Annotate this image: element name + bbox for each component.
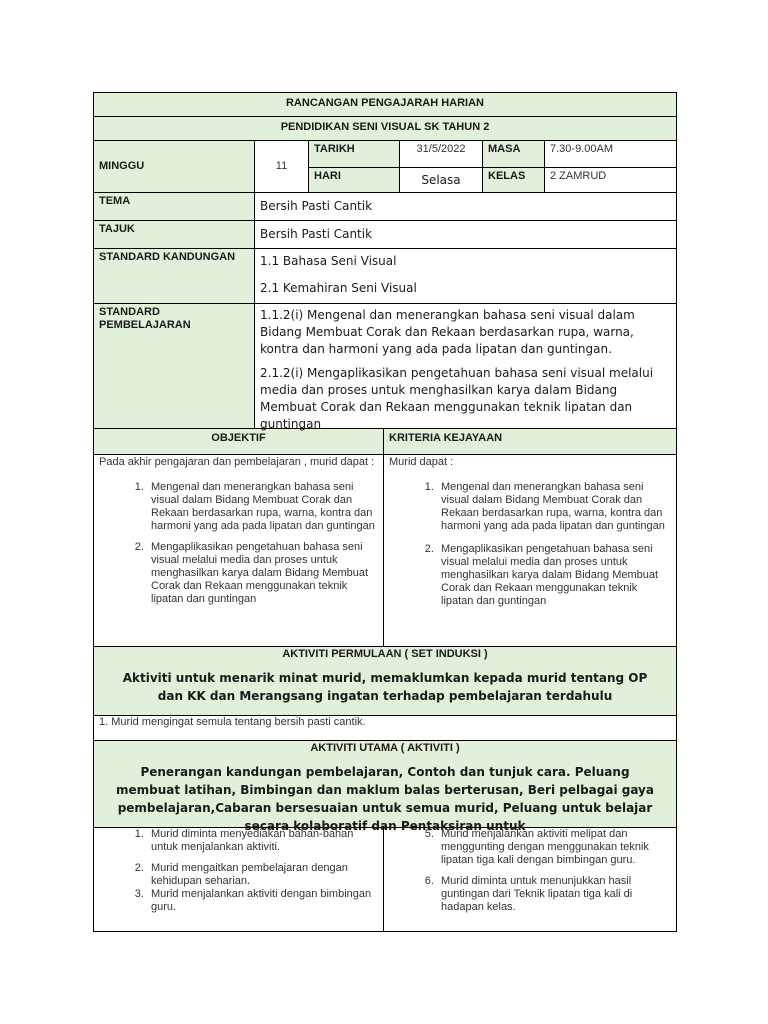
utama-row — [94, 741, 676, 833]
utama-left — [94, 828, 384, 931]
kelas-label: KELAS — [483, 168, 545, 192]
kriteria-content — [384, 455, 676, 646]
standard-pembelajaran-list — [255, 304, 676, 431]
masa-value: 7.30-9.00AM — [550, 143, 613, 155]
list-item: 1. Murid diminta menyediakan bahan-bahan untuk menjalankan aktiviti. — [147, 828, 378, 854]
objektif-intro: Pada akhir pengajaran dan pembelajaran , murid dapat : — [99, 456, 375, 468]
subject-row — [94, 117, 676, 141]
permulaan-label: AKTIVITI PERMULAAN ( SET INDUKSI ) — [282, 648, 488, 660]
standard-pembelajaran-item: 2.1.2(i) Mengaplikasikan pengetahuan bahasa seni visual melalui media dan proses untuk menghasilkan karya dalam Bidang Membuat Corak dan Rekaan menggunakan teknik lipatan dan guntingan — [260, 366, 654, 431]
tarikh-value: 31/5/2022 — [400, 141, 483, 167]
tarikh-label: TARIKH — [309, 141, 400, 167]
title-row — [94, 93, 676, 117]
standard-kandungan-item: 1.1 Bahasa Seni Visual — [260, 254, 397, 268]
list-item: 2. Murid mengaitkan pembelajaran dengan kehidupan seharian. — [147, 862, 378, 888]
list-item: 6. Murid diminta untuk menunjukkan hasil guntingan dari Teknik lipatan tiga kali di hadapan kelas. — [437, 875, 671, 914]
tema-value: Bersih Pasti Cantik — [260, 199, 373, 213]
permulaan-desc: Aktiviti untuk menarik minat murid, memaklumkan kepada murid tentang OP dan KK dan Merangsang ingatan terhadap pembelajaran terdahulu — [122, 671, 648, 703]
list-item: 3. Murid menjalankan aktiviti dengan bimbingan guru. — [147, 888, 378, 914]
standard-kandungan-label: STANDARD KANDUNGAN — [94, 249, 255, 303]
tajuk-row — [94, 221, 676, 249]
masa-label: MASA — [483, 141, 545, 167]
utama-desc: Penerangan kandungan pembelajaran, Contoh dan tunjuk cara. Peluang membuat latihan, Bimbingan dan maklum balas berterusan, Beri pelbagai gaya pembelajaran,Cabaran bersesuaian untuk semua murid, Peluang untuk belajar secara kolaboratif dan Pentaksiran untuk — [116, 765, 654, 833]
meta-row — [94, 141, 676, 193]
list-item: 1. Mengenal dan menerangkan bahasa seni visual dalam Bidang Membuat Corak dan Rekaan berdasarkan rupa, warna, kontra dan harmoni yang ada pada lipatan dan guntingan — [437, 481, 671, 533]
hari-label: HARI — [309, 168, 400, 192]
minggu-label: MINGGU — [94, 141, 255, 192]
objektif-content — [94, 455, 384, 646]
lesson-plan-table — [93, 92, 677, 932]
standard-kandungan-row — [94, 249, 676, 304]
permulaan-row — [94, 647, 676, 716]
standard-pembelajaran-label: STANDARD PEMBELAJARAN — [94, 304, 255, 428]
subject-title: PENDIDIKAN SENI VISUAL SK TAHUN 2 — [280, 121, 490, 133]
tema-label: TEMA — [94, 193, 255, 220]
minggu-value: 11 — [255, 141, 309, 192]
objektif-header-row — [94, 429, 676, 455]
kriteria-intro: Murid dapat : — [389, 456, 454, 468]
list-item: 2. Mengaplikasikan pengetahuan bahasa seni visual melalui media dan proses untuk menghasilkan karya dalam Bidang Membuat Corak dan Rekaan menggunakan teknik lipatan dan guntingan — [437, 543, 671, 608]
standard-kandungan-item: 2.1 Kemahiran Seni Visual — [260, 281, 417, 295]
list-item: 2. Mengaplikasikan pengetahuan bahasa seni visual melalui media dan proses untuk menghasilkan karya dalam Bidang Membuat Corak dan Rekaan menggunakan teknik lipatan dan guntingan — [147, 541, 378, 606]
objektif-list — [99, 481, 378, 606]
tema-row — [94, 193, 676, 221]
utama-steps-row — [94, 828, 676, 931]
standard-pembelajaran-item: 1.1.2(i) Mengenal dan menerangkan bahasa seni visual dalam Bidang Membuat Corak dan Rekaan berdasarkan rupa, warna, kontra dan harmoni yang ada pada lipatan dan guntingan. — [260, 308, 635, 356]
utama-right — [384, 828, 676, 931]
tajuk-value: Bersih Pasti Cantik — [260, 227, 373, 241]
tajuk-label: TAJUK — [94, 221, 255, 248]
permulaan-step: 1. Murid mengingat semula tentang bersih pasti cantik. — [99, 716, 366, 728]
kriteria-label: KRITERIA KEJAYAAN — [389, 432, 503, 444]
kelas-value: 2 ZAMRUD — [550, 170, 607, 182]
utama-label: AKTIVITI UTAMA ( AKTIVITI ) — [310, 742, 460, 754]
objektif-label: OBJEKTIF — [94, 429, 384, 454]
hari-value: Selasa — [400, 168, 483, 192]
objektif-content-row — [94, 455, 676, 647]
kriteria-list — [389, 481, 671, 608]
list-item: 5. Murid menjalankan aktiviti melipat dan menggunting dengan menggunakan teknik lipatan tiga kali dengan bimbingan guru. — [437, 828, 671, 867]
standard-kandungan-list — [255, 249, 676, 303]
utama-left-list — [99, 828, 378, 914]
meta-grid — [309, 141, 676, 192]
plan-title: RANCANGAN PENGAJARAH HARIAN — [285, 97, 484, 109]
list-item: 1. Mengenal dan menerangkan bahasa seni visual dalam Bidang Membuat Corak dan Rekaan berdasarkan rupa, warna, kontra dan harmoni yang ada pada lipatan dan guntingan — [147, 481, 378, 533]
standard-pembelajaran-row — [94, 304, 676, 429]
permulaan-step-row — [94, 716, 676, 741]
utama-right-list — [389, 828, 671, 914]
